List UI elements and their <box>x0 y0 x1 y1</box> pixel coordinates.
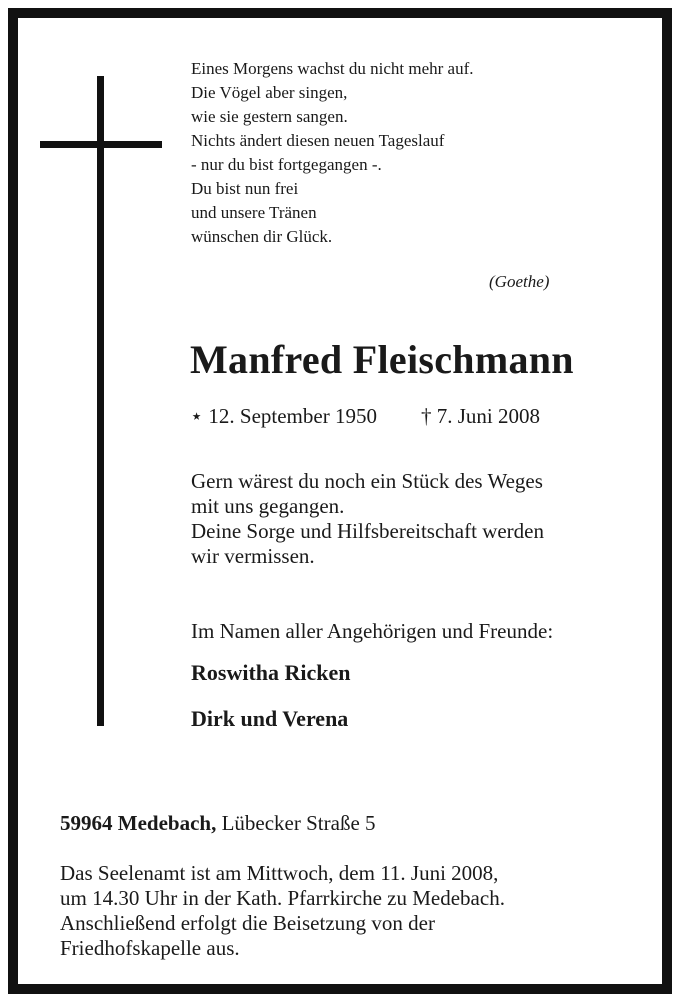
cross-horizontal-bar <box>40 141 162 148</box>
service-line: Das Seelenamt ist am Mittwoch, dem 11. Juni 2008, <box>60 861 499 885</box>
poem <box>191 57 631 249</box>
life-dates <box>190 404 540 429</box>
signer-name: Roswitha Ricken <box>191 660 351 685</box>
tribute-line: mit uns gegangen. <box>191 494 345 518</box>
poem-line: Nichts ändert diesen neuen Tageslauf <box>191 131 445 150</box>
poem-line: wünschen dir Glück. <box>191 227 333 246</box>
poem-line: Die Vögel aber singen, <box>191 83 348 102</box>
signoff-line: Im Namen aller Angehörigen und Freunde: <box>191 619 554 643</box>
birth-date: ⋆ 12. September 1950 <box>190 404 377 428</box>
service-line: um 14.30 Uhr in der Kath. Pfarrkirche zu Medebach. <box>60 886 505 910</box>
address <box>60 811 376 836</box>
poem-line: wie sie gestern sangen. <box>191 107 348 126</box>
obituary-notice <box>8 8 672 994</box>
poem-line: Eines Morgens wachst du nicht mehr auf. <box>191 59 474 78</box>
poem-line: und unsere Tränen <box>191 203 317 222</box>
tribute-line: Deine Sorge und Hilfsbereitschaft werden <box>191 519 545 543</box>
address-street: Lübecker Straße 5 <box>221 811 376 835</box>
signer-name: Dirk und Verena <box>191 706 349 731</box>
tribute-line: Gern wärest du noch ein Stück des Weges <box>191 469 543 493</box>
cross-vertical-bar <box>97 76 104 726</box>
tribute-text <box>191 469 661 569</box>
address-postal-city: 59964 Medebach, <box>60 811 217 835</box>
death-date: † 7. Juni 2008 <box>420 404 540 428</box>
service-info <box>60 861 650 961</box>
poem-line: Du bist nun frei <box>191 179 299 198</box>
tribute-line: wir vermissen. <box>191 544 315 568</box>
deceased-name: Manfred Fleischmann <box>190 337 574 382</box>
poem-line: - nur du bist fortgegangen -. <box>191 155 382 174</box>
service-line: Anschließend erfolgt die Beisetzung von der <box>60 911 435 935</box>
poem-author: (Goethe) <box>489 272 550 291</box>
service-line: Friedhofskapelle aus. <box>60 936 240 960</box>
